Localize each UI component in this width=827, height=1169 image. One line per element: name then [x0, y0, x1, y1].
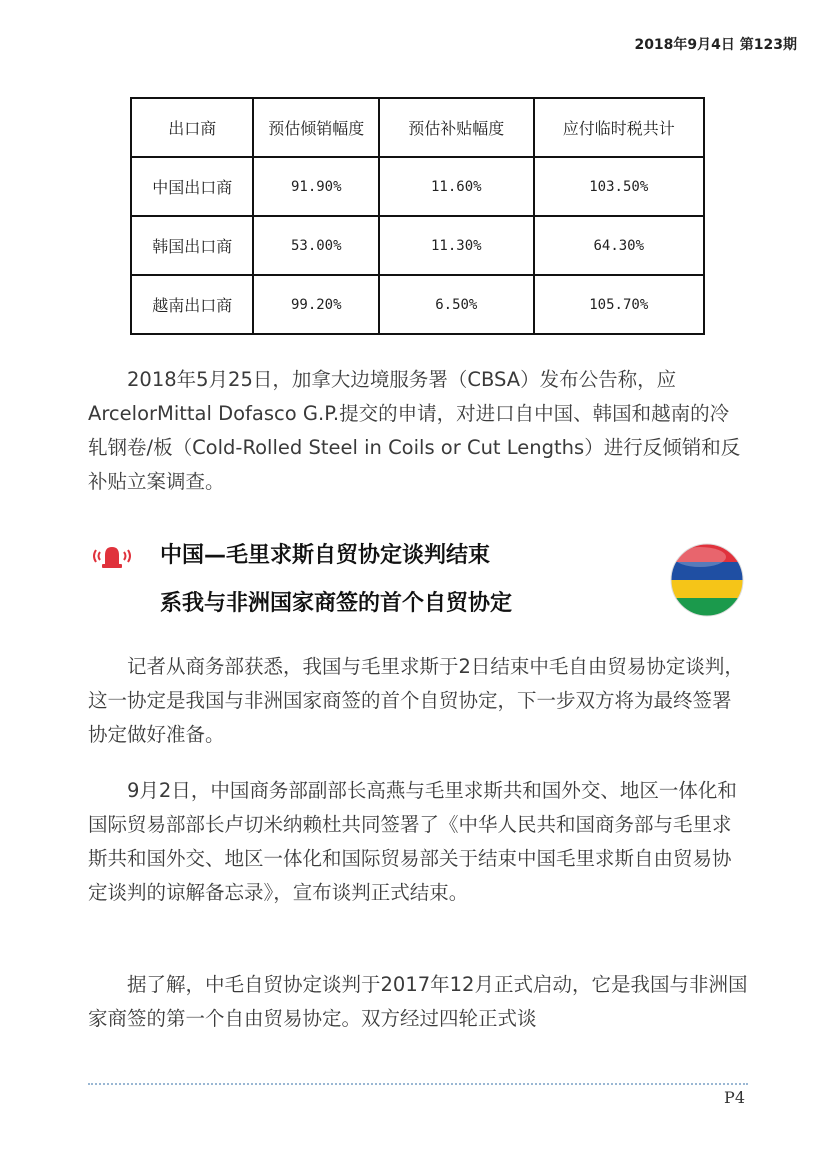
page-number: P4: [724, 1088, 745, 1107]
table-row: [131, 275, 704, 334]
total-cell: 103.50%: [534, 157, 704, 216]
section-title-line1: 中国—毛里求斯自贸协定谈判结束: [160, 543, 491, 568]
total-cell: 105.70%: [534, 275, 704, 334]
exporter-cell: 中国出口商: [131, 157, 253, 216]
duty-table: [130, 97, 705, 335]
header-total-duty: 应付临时税共计: [534, 98, 704, 157]
paragraph-negotiation-concluded: 记者从商务部获悉，我国与毛里求斯于2日结束中毛自由贸易协定谈判，这一协定是我国与非洲国家商签的首个自贸协定，下一步双方将为最终签署协定做好准备。: [88, 655, 744, 746]
table-header-row: [131, 98, 704, 157]
exporter-cell: 越南出口商: [131, 275, 253, 334]
table-row: [131, 157, 704, 216]
exporter-cell: 韩国出口商: [131, 216, 253, 275]
header-subsidy-margin: 预估补贴幅度: [379, 98, 533, 157]
paragraph-negotiation-history: 据了解，中毛自贸协定谈判于2017年12月正式启动，它是我国与非洲国家商签的第一个自由贸易协定。双方经过四轮正式谈: [88, 973, 748, 1030]
paragraph-mou-signing: 9月2日，中国商务部副部长高燕与毛里求斯共和国外交、地区一体化和国际贸易部部长卢切米纳赖杜共同签署了《中华人民共和国商务部与毛里求斯共和国外交、地区一体化和国际贸易部关于结束中国毛里求斯自由贸易协定谈判的谅解备忘录》，宣布谈判正式结束。: [88, 779, 737, 904]
subsidy-cell: 11.60%: [379, 157, 533, 216]
dumping-cell: 99.20%: [253, 275, 379, 334]
paragraph-cbsa-investigation: 2018年5月25日，加拿大边境服务署（CBSA）发布公告称，应ArcelorMittal Dofasco G.P.提交的申请，对进口自中国、韩国和越南的冷轧钢卷/板（Cold-Rolled Steel in Coils or Cut Lengths）进行反倾销和反补贴立案调查。: [88, 368, 741, 493]
mauritius-flag-icon: [670, 543, 744, 617]
section-heading: [90, 538, 750, 618]
header-exporter: 出口商: [131, 98, 253, 157]
section-title-line2: 系我与非洲国家商签的首个自贸协定: [160, 591, 513, 616]
footer-divider: [88, 1083, 748, 1085]
subsidy-cell: 6.50%: [379, 275, 533, 334]
header-dumping-margin: 预估倾销幅度: [253, 98, 379, 157]
table-row: [131, 216, 704, 275]
dumping-cell: 53.00%: [253, 216, 379, 275]
subsidy-cell: 11.30%: [379, 216, 533, 275]
alarm-icon: [92, 542, 132, 570]
total-cell: 64.30%: [534, 216, 704, 275]
issue-date: 2018年9月4日 第123期: [634, 37, 797, 53]
dumping-cell: 91.90%: [253, 157, 379, 216]
